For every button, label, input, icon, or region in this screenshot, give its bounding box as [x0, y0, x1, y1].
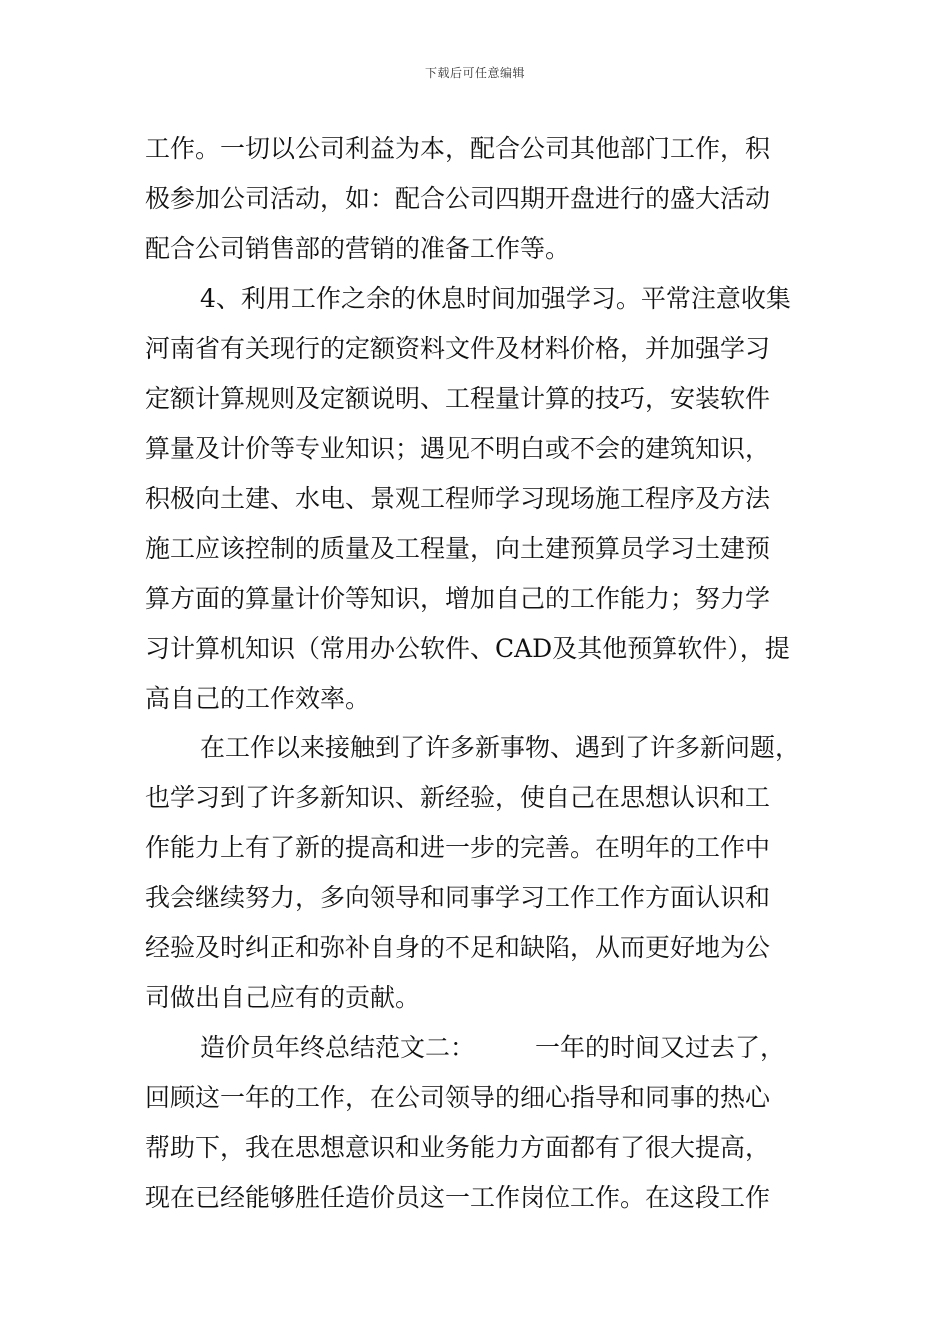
paragraph-line: 极参加公司活动，如：配合公司四期开盘进行的盛大活动: [145, 184, 771, 213]
paragraph-line: 习计算机知识（常用办公软件、CAD及其他预算软件），提: [145, 634, 790, 663]
paragraph-line: 帮助下，我在思想意识和业务能力方面都有了很大提高，: [145, 1133, 771, 1162]
paragraph-line: 司做出自己应有的贡献。: [145, 983, 421, 1012]
paragraph-line: 配合公司销售部的营销的准备工作等。: [145, 234, 571, 263]
paragraph-line: 回顾这一年的工作，在公司领导的细心指导和同事的热心: [145, 1083, 771, 1112]
section-heading-line: [200, 1033, 785, 1063]
paragraph-line: 算量及计价等专业知识；遇见不明白或不会的建筑知识，: [145, 434, 771, 463]
paragraph-line: 我会继续努力，多向领导和同事学习工作工作方面认识和: [145, 883, 771, 912]
paragraph-line: 经验及时纠正和弥补自身的不足和缺陷，从而更好地为公: [145, 933, 771, 962]
paragraph-line: 算方面的算量计价等知识，增加自己的工作能力；努力学: [145, 584, 771, 613]
paragraph-line: 定额计算规则及定额说明、工程量计算的技巧，安装软件: [145, 384, 771, 413]
paragraph-line: 工作。一切以公司利益为本，配合公司其他部门工作，积: [145, 134, 771, 163]
paragraph-line: 现在已经能够胜任造价员这一工作岗位工作。在这段工作: [145, 1183, 771, 1212]
paragraph-first-line: 4、利用工作之余的休息时间加强学习。平常注意收集: [200, 284, 791, 313]
paragraph-line: 施工应该控制的质量及工程量，向土建预算员学习土建预: [145, 534, 771, 563]
paragraph-line: 作能力上有了新的提高和进一步的完善。在明年的工作中: [145, 833, 771, 862]
paragraph-line: 河南省有关现行的定额资料文件及材料价格，并加强学习: [145, 334, 771, 363]
section-heading: 造价员年终总结范文二：: [200, 1033, 476, 1062]
paragraph-line: 也学习到了许多新知识、新经验，使自己在思想认识和工: [145, 783, 771, 812]
paragraph-line: 积极向土建、水电、景观工程师学习现场施工程序及方法: [145, 484, 771, 513]
paragraph-first-line: 一年的时间又过去了，: [535, 1033, 786, 1062]
paragraph-first-line: 在工作以来接触到了许多新事物、遇到了许多新问题，: [200, 733, 801, 762]
paragraph-line: 高自己的工作效率。: [145, 684, 371, 713]
page-header: 下载后可任意编辑: [424, 66, 525, 80]
